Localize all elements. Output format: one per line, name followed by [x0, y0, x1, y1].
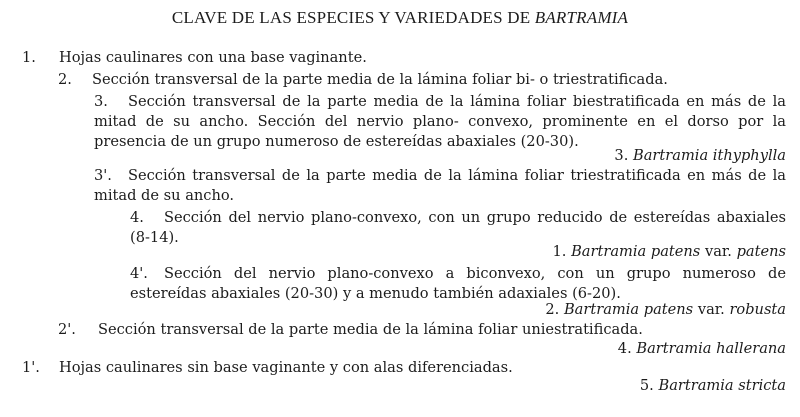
result-species: Bartramia patens: [563, 301, 694, 318]
result-number: 1.: [552, 243, 567, 260]
result-number: 5.: [639, 377, 654, 394]
entry-text: Sección transversal de la parte media de la lámina foliar uniestratificada.: [98, 321, 643, 338]
entry-number: 3.: [94, 93, 108, 110]
page-title: [0, 8, 800, 28]
entry-text: Sección del nervio plano-convexo a biconvexo, con un grupo numeroso de estereídas abaxiales (20-30) y a menudo también adaxiales (6-20).: [130, 265, 786, 302]
key-entry-2: [58, 70, 782, 90]
key-entry-4-prime: [130, 264, 786, 304]
entry-text: Sección transversal de la parte media de la lámina foliar triestratificada en más de la mitad de su ancho.: [94, 167, 786, 204]
result-rank: var.: [704, 243, 732, 260]
key-entry-3-prime: [94, 166, 786, 206]
entry-number: 1'.: [22, 359, 40, 376]
entry-text: Sección transversal de la parte media de la lámina foliar biestratificada en más de la mitad de su ancho. Sección del nervio plano- convexo, prominente en el dorso por la presencia de un grupo numeroso de estereídas abaxiales (20-30).: [94, 93, 786, 150]
title-prefix: CLAVE DE LAS ESPECIES Y VARIEDADES DE: [171, 8, 535, 27]
result-species: Bartramia ithyphylla: [633, 147, 786, 164]
key-entry-1: [22, 48, 782, 68]
entry-text: Hojas caulinares con una base vaginante.: [59, 49, 367, 66]
key-entry-1-prime: [22, 358, 782, 378]
entry-number: 2'.: [58, 321, 76, 338]
result-rank: var.: [697, 301, 725, 318]
entry-text: Sección transversal de la parte media de la lámina foliar bi- o triestratificada.: [92, 71, 668, 88]
entry-number: 4'.: [130, 265, 148, 282]
result-variety: patens: [736, 243, 786, 260]
result-species: Bartramia stricta: [658, 377, 786, 394]
key-entry-3: [94, 92, 786, 152]
entry-number: 1.: [22, 49, 36, 66]
entry-number: 4.: [130, 209, 144, 226]
key-result-patens-robusta: [545, 300, 786, 320]
entry-text: Hojas caulinares sin base vaginante y con alas diferenciadas.: [59, 359, 513, 376]
entry-number: 2.: [58, 71, 72, 88]
result-number: 4.: [617, 340, 632, 357]
key-result-ithyphylla: [614, 146, 786, 166]
entry-number: 3'.: [94, 167, 112, 184]
result-species: Bartramia hallerana: [636, 340, 786, 357]
entry-text: Sección del nervio plano-convexo, con un grupo reducido de estereídas abaxiales (8-14).: [130, 209, 786, 246]
result-number: 2.: [545, 301, 560, 318]
result-species: Bartramia patens: [571, 243, 701, 260]
result-variety: robusta: [729, 301, 786, 318]
key-entry-2-prime: [58, 320, 782, 340]
title-genus: BARTRAMIA: [534, 8, 629, 27]
key-result-patens-patens: [553, 242, 787, 262]
key-result-stricta: [640, 376, 786, 396]
result-number: 3.: [614, 147, 629, 164]
key-result-hallerana: [618, 339, 786, 359]
